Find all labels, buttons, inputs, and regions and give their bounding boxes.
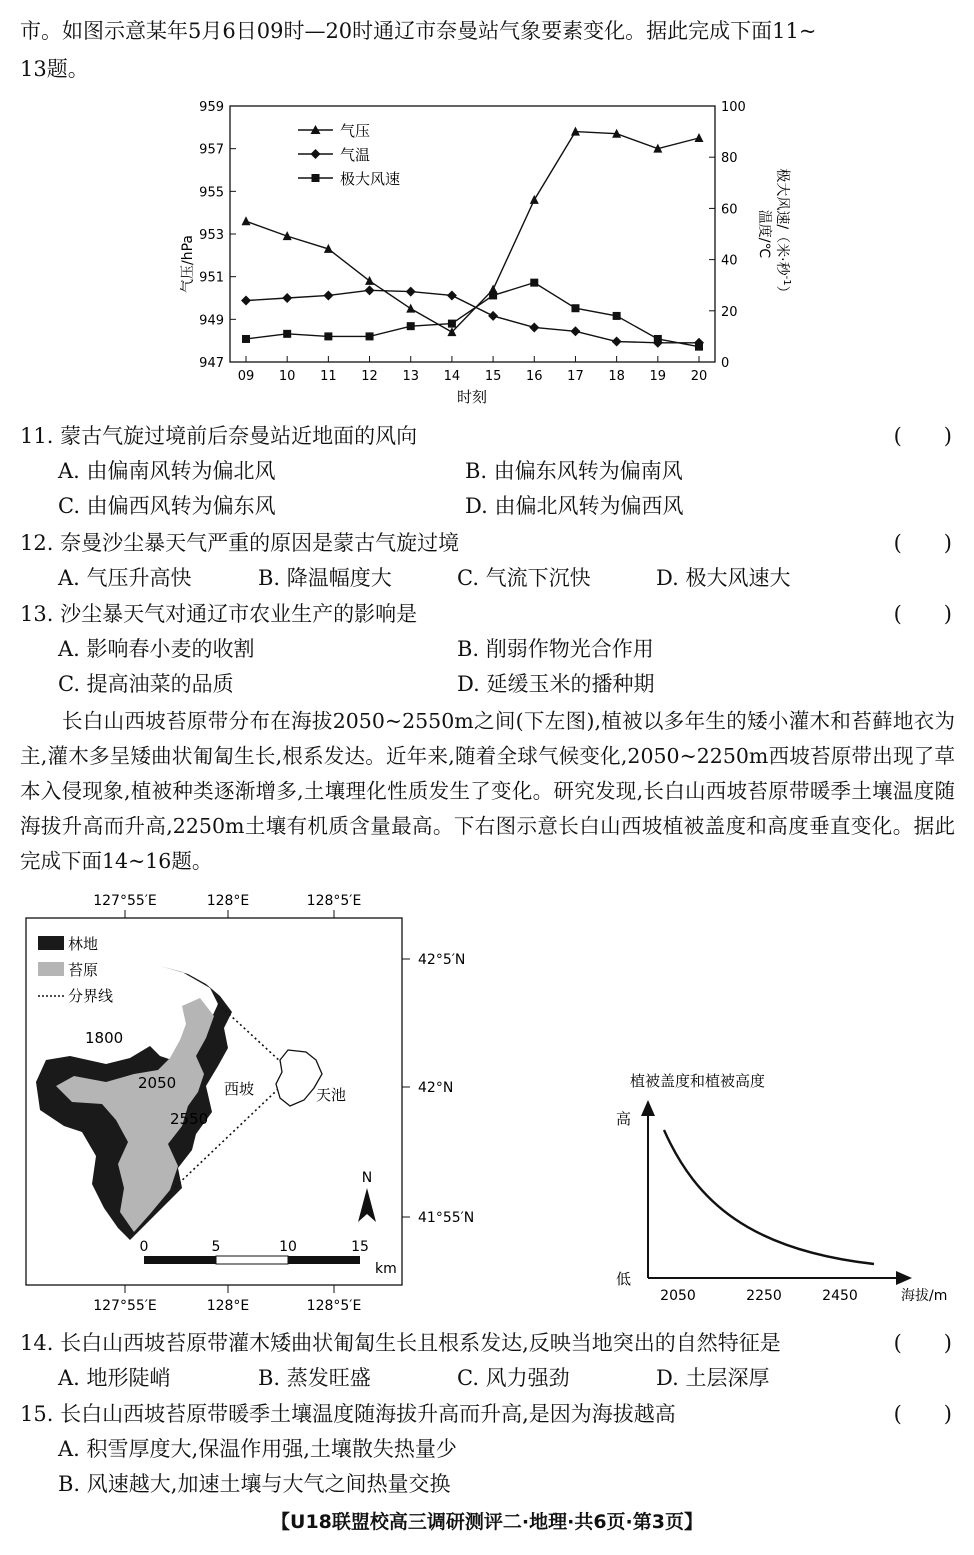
q13-option-d[interactable]: D. 延缓玉米的播种期 [457,672,655,696]
x-tick-label: 18 [608,369,625,384]
curve-title: 植被盖度和植被高度 [630,1072,766,1090]
q15-answer-paren[interactable]: ( ) [893,1402,952,1426]
right-axis-label-temp: 温度/℃ [756,209,772,259]
x-tick-label: 11 [320,369,337,384]
pressure-point [406,304,415,313]
right-tick-label: 0 [721,356,730,371]
y-arrow-icon [641,1100,655,1116]
temperature-point [488,311,498,321]
legend-forest-swatch [38,936,64,950]
wind-point [489,291,497,299]
lat-3: 41°55′N [418,1210,475,1226]
intro-line-1: 市。如图示意某年5月6日09时—20时通辽市奈曼站气象要素变化。据此完成下面11~ [20,19,817,43]
q11-answer-paren[interactable]: ( ) [893,424,952,448]
x-tick-label: 14 [443,369,461,384]
x-tick-label: 09 [237,369,255,384]
scale-15: 15 [351,1239,369,1255]
west-slope-label: 西坡 [224,1080,255,1098]
temperature-point [406,287,416,297]
wind-point [283,330,291,338]
q13-option-b[interactable]: B. 削弱作物光合作用 [457,637,654,661]
temperature-point [612,337,622,347]
wind-point [242,335,250,343]
scale-5: 5 [211,1239,221,1255]
bottom-lon-2: 128°E [206,1298,250,1314]
q14-answer-paren[interactable]: ( ) [893,1331,952,1355]
q12-option-c[interactable]: C. 气流下沉快 [457,566,591,590]
series-line-square [246,283,699,347]
x-tick-label: 17 [567,369,584,384]
pressure-point [365,276,374,285]
x-tick-label: 19 [649,369,667,384]
right-tick-label: 20 [721,304,738,320]
north-arrow-icon [358,1188,376,1222]
scale-0: 0 [139,1239,149,1255]
q13-option-c[interactable]: C. 提高油菜的品质 [58,672,234,696]
x-tick-2250: 2250 [746,1288,782,1304]
x-tick-label: 16 [525,369,543,384]
q14-option-b[interactable]: B. 蒸发旺盛 [258,1366,371,1390]
left-tick-label: 953 [199,228,224,243]
scale-10: 10 [279,1239,297,1255]
q15-stem: 15. 长白山西坡苔原带暖季土壤温度随海拔升高而升高,是因为海拔越高 [20,1402,676,1426]
left-tick-label: 947 [199,356,224,371]
legend-temperature: 气温 [340,146,371,164]
q14-option-d[interactable]: D. 土层深厚 [656,1366,770,1390]
legend-tundra: 苔原 [68,961,99,979]
legend-wind: 极大风速 [340,170,401,188]
x-tick-label: 15 [484,369,502,384]
lat-2: 42°N [418,1080,454,1096]
q11-option-b[interactable]: B. 由偏东风转为偏南风 [465,459,683,483]
temperature-point [241,296,251,306]
page-footer: 【U18联盟校高三调研测评二·地理·共6页·第3页】 [271,1511,703,1533]
q14-option-c[interactable]: C. 风力强劲 [457,1366,570,1390]
x-tick-2450: 2450 [822,1288,858,1304]
bottom-lon-1: 127°55′E [93,1298,157,1314]
wind-point [654,335,662,343]
tianchi-label: 天池 [316,1086,347,1104]
q12-stem: 12. 奈曼沙尘暴天气严重的原因是蒙古气旋过境 [20,531,460,555]
x-axis [238,356,708,384]
top-lon-2: 128°E [206,893,250,909]
contour-1800: 1800 [85,1029,124,1047]
vegetation-curve [664,1130,874,1264]
left-axis-label: 气压/hPa [180,235,196,293]
left-tick-label: 957 [199,142,224,158]
temperature-point [323,290,333,300]
wind-point [571,304,579,312]
x-tick-label: 12 [361,369,378,384]
series-line-triangle [246,132,699,333]
left-tick-label: 951 [199,270,224,286]
right-axis-label-wind: 极大风速/（米·秒$^{-1}$） [774,168,792,300]
bottom-lon-3: 128°5′E [306,1298,362,1314]
q15-option-a[interactable]: A. 积雪厚度大,保温作用强,土壤散失热量少 [58,1437,457,1461]
wind-point [695,343,703,351]
q12-option-a[interactable]: A. 气压升高快 [58,566,192,590]
chart-legend [298,122,400,188]
wind-point [324,332,332,340]
x-arrow-icon [896,1271,912,1285]
legend-square-marker [312,174,320,182]
y-high-label: 高 [616,1110,632,1128]
y-low-label: 低 [616,1270,632,1288]
legend-forest: 林地 [68,935,99,953]
intro-line-2: 13题。 [20,57,89,81]
left-tick-label: 949 [199,313,224,329]
plot-frame [230,106,715,362]
wind-point [407,322,415,330]
temperature-point [529,322,539,332]
top-lon-1: 127°55′E [93,893,157,909]
q11-option-c[interactable]: C. 由偏西风转为偏东风 [58,494,276,518]
q14-stem: 14. 长白山西坡苔原带灌木矮曲状匍匐生长且根系发达,反映当地突出的自然特征是 [20,1331,781,1355]
q15-option-b[interactable]: B. 风速越大,加速土壤与大气之间热量交换 [58,1472,451,1496]
q11-stem: 11. 蒙古气旋过境前后奈曼站近地面的风向 [20,424,418,448]
scale-bar-seg-2 [216,1256,288,1264]
right-tick-label: 100 [721,100,746,115]
changbai-west-slope-map [10,888,510,1320]
q12-answer-paren[interactable]: ( ) [893,531,952,555]
wind-point [530,279,538,287]
scale-bar-seg-3 [288,1256,360,1264]
temperature-point [365,285,375,295]
passage-text: 长白山西坡苔原带分布在海拔2050~2550m之间(下左图),植被以多年生的矮小灌木和苔藓地衣为主,灌木多呈矮曲状匍匐生长,根系发达。近年来,随着全球气候变化,2050~2250m西坡苔原带出现了草本入侵现象,植被种类逐渐增多,土壤理化性质发生了变化。研究发现,长白山西坡苔原带暖季土壤温度随海拔升高而升高,2250m土壤有机质含量最高。下右图示意长白山西坡植被盖度和高度垂直变化。据此完成下面14~16题。 [20,709,955,873]
contour-2050: 2050 [138,1074,177,1092]
wind-point [613,312,621,320]
q13-answer-paren[interactable]: ( ) [893,602,952,626]
lat-1: 42°5′N [418,952,466,968]
series-group [241,127,704,351]
scale-bar-seg-1 [144,1256,216,1264]
x-axis-label: 时刻 [456,388,488,406]
right-tick-label: 40 [721,253,738,269]
q11-option-d[interactable]: D. 由偏北风转为偏西风 [465,494,684,518]
pressure-point [242,216,251,225]
x-tick-2050: 2050 [660,1288,696,1304]
top-lon-3: 128°5′E [306,893,362,909]
left-tick-label: 959 [199,100,224,115]
legend-pressure: 气压 [340,122,371,140]
temperature-point [570,326,580,336]
x-tick-label: 20 [690,369,708,384]
q12-option-b[interactable]: B. 降温幅度大 [258,566,392,590]
right-tick-label: 60 [721,202,738,218]
q14-option-a[interactable]: A. 地形陡峭 [58,1366,171,1390]
legend-diamond-marker [311,149,321,159]
vegetation-curve-chart [600,1062,962,1312]
legend-tundra-swatch [38,962,64,976]
pressure-point [695,133,704,142]
temperature-point [447,290,457,300]
legend-boundary: 分界线 [68,987,114,1005]
q11-option-a[interactable]: A. 由偏南风转为偏北风 [58,459,276,483]
pressure-point [530,195,539,204]
x-tick-label: 10 [278,369,296,384]
wind-point [448,320,456,328]
q13-stem: 13. 沙尘暴天气对通辽市农业生产的影响是 [20,602,418,626]
q13-option-a[interactable]: A. 影响春小麦的收割 [58,637,255,661]
x-tick-label: 13 [402,369,420,384]
left-tick-label: 955 [199,185,224,201]
wind-point [366,332,374,340]
contour-2550: 2550 [170,1110,209,1128]
temperature-point [282,293,292,303]
scale-unit: km [375,1261,397,1277]
curve-xlabel: 海拔/m [901,1288,948,1304]
q12-option-d[interactable]: D. 极大风速大 [656,566,791,590]
right-tick-label: 80 [721,151,738,167]
weather-line-chart [170,92,810,410]
north-label: N [361,1170,373,1186]
